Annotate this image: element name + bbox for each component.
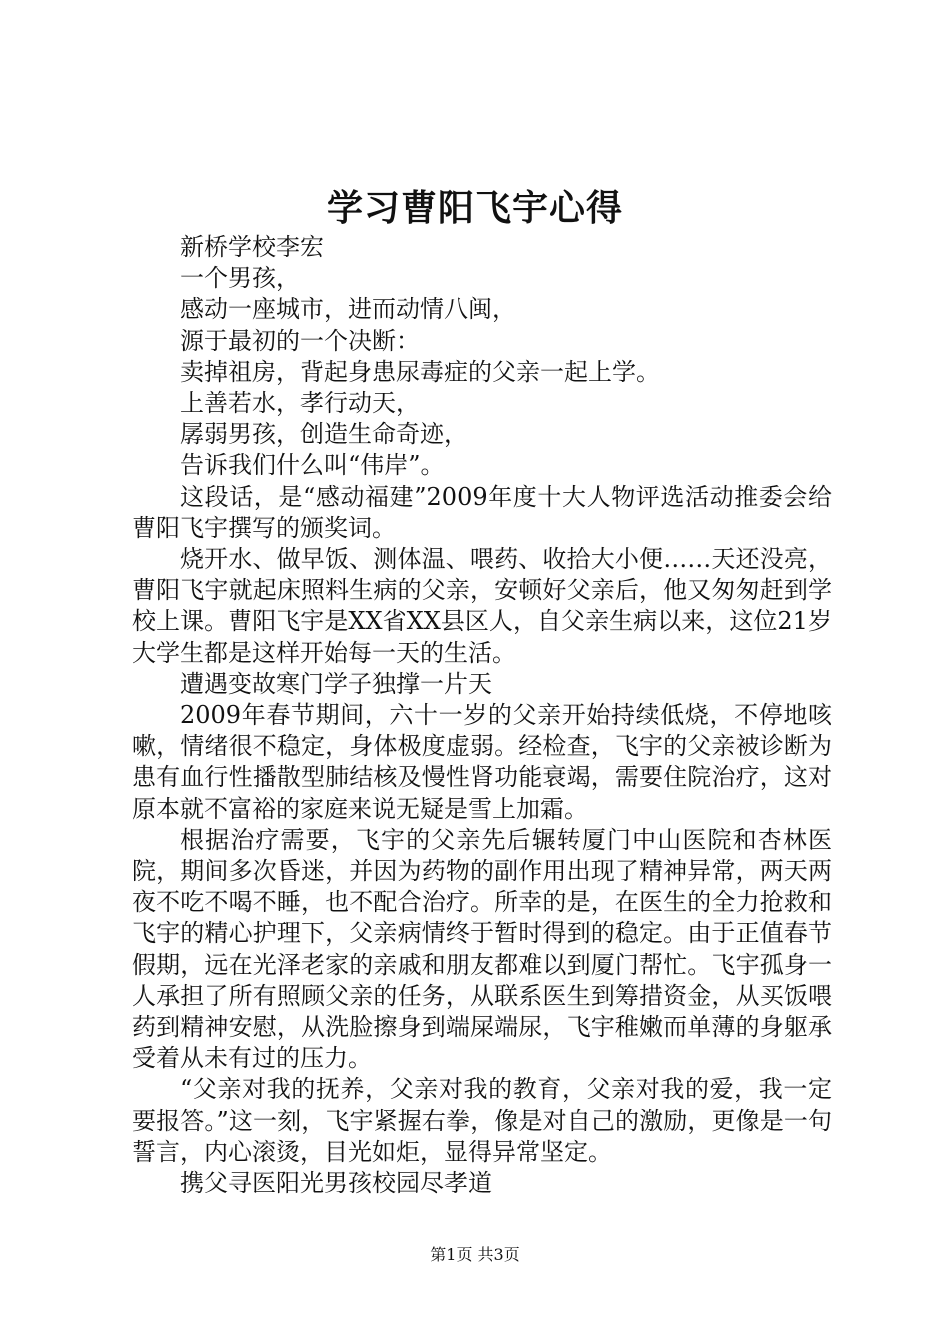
section-heading: 携父寻医阳光男孩校园尽孝道 [180, 1169, 492, 1198]
award-citation-line: 源于最初的一个决断： [180, 326, 420, 355]
page-number-footer: 第1页 共3页 [430, 1245, 520, 1264]
award-citation-line: 上善若水，孝行动天， [180, 389, 420, 418]
body-paragraph: 这段话，是“感动福建”2009年度十大人物评选活动推委会给曹阳飞宇撰写的颁奖词。 [132, 482, 832, 542]
body-paragraph: “父亲对我的抚养，父亲对我的教育，父亲对我的爱，我一定要报答。”这一刻，飞宇紧握右拳，像是对自己的激励，更像是一句誓言，内心滚烫，目光如炬，显得异常坚定。 [132, 1075, 832, 1166]
award-citation-line: 感动一座城市，进而动情八闽， [180, 295, 516, 324]
body-paragraph: 2009年春节期间，六十一岁的父亲开始持续低烧，不停地咳嗽，情绪很不稳定，身体极度虚弱。经检查，飞宇的父亲被诊断为患有血行性播散型肺结核及慢性肾功能衰竭，需要住院治疗，这对原本就不富裕的家庭来说无疑是雪上加霜。 [132, 701, 832, 823]
award-citation-line: 孱弱男孩，创造生命奇迹， [180, 420, 468, 449]
award-citation-line: 告诉我们什么叫“伟岸”。 [180, 451, 445, 480]
body-paragraph: 烧开水、做早饭、测体温、喂药、收拾大小便……天还没亮，曹阳飞宇就起床照料生病的父亲，安顿好父亲后，他又匆匆赶到学校上课。曹阳飞宇是XX省XX县区人，自父亲生病以来，这位21岁大学生都是这样开始每一天的生活。 [132, 545, 832, 667]
award-citation-line: 一个男孩， [180, 264, 300, 293]
document-body [132, 232, 832, 1199]
document-title: 学习曹阳飞宇心得 [326, 187, 623, 229]
body-paragraph: 根据治疗需要，飞宇的父亲先后辗转厦门中山医院和杏林医院，期间多次昏迷，并因为药物的副作用出现了精神异常，两天两夜不吃不喝不睡，也不配合治疗。所幸的是，在医生的全力抢救和飞宇的精心护理下，父亲病情终于暂时得到的稳定。由于正值春节假期，远在光泽老家的亲戚和朋友都难以到厦门帮忙。飞宇孤身一人承担了所有照顾父亲的任务，从联系医生到筹措资金，从买饭喂药到精神安慰，从洗脸擦身到端屎端尿，飞宇稚嫩而单薄的身躯承受着从未有过的压力。 [132, 825, 832, 1073]
award-citation-line: 卖掉祖房，背起身患尿毒症的父亲一起上学。 [180, 357, 660, 386]
section-heading: 遭遇变故寒门学子独撑一片天 [180, 669, 492, 698]
author-line: 新桥学校李宏 [180, 233, 324, 261]
